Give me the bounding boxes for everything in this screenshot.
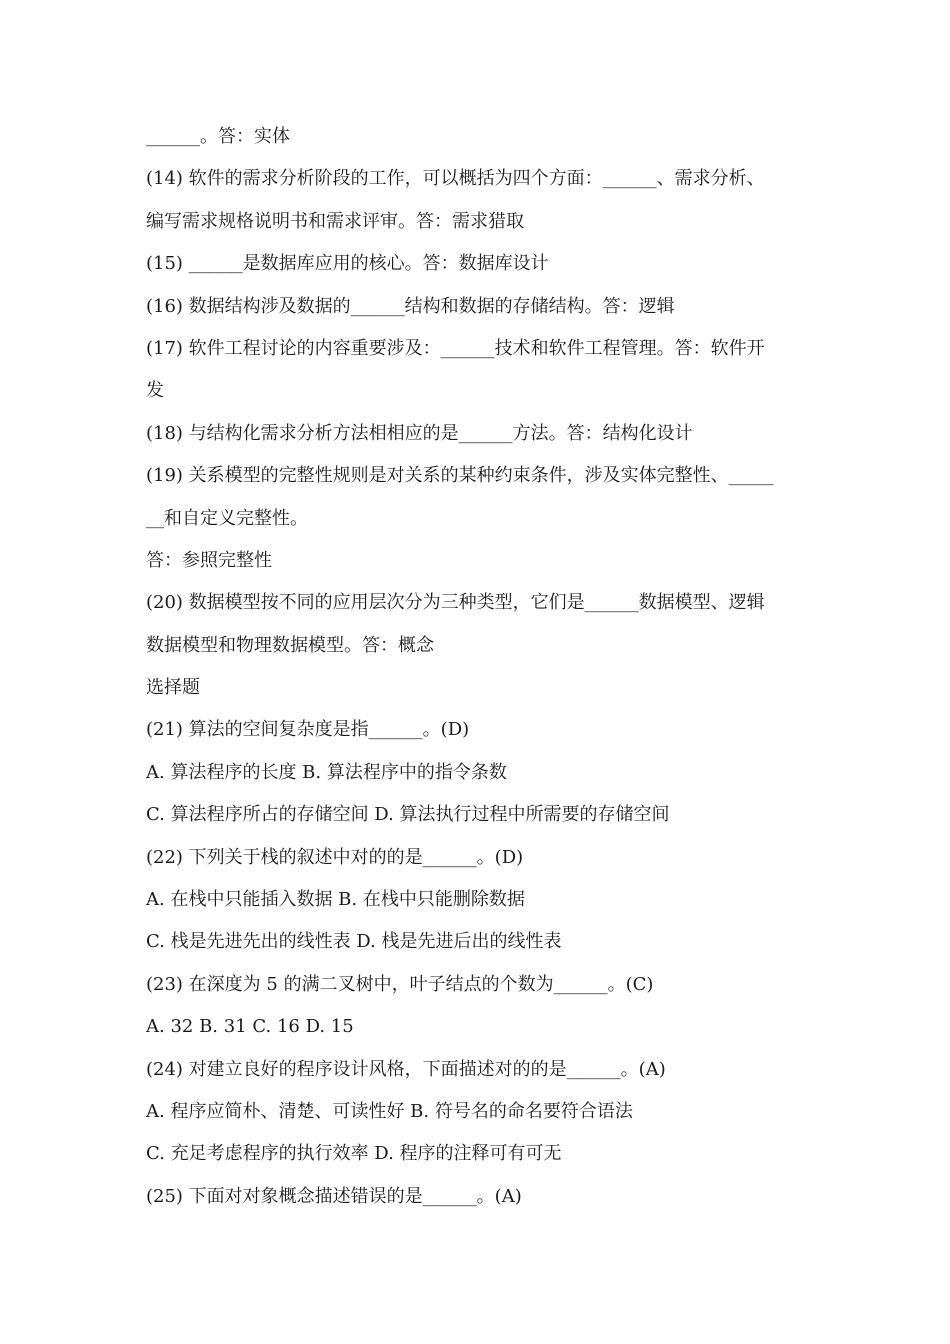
question-23-options: A. 32 B. 31 C. 16 D. 15 (146, 1016, 354, 1038)
text-line: ______。答：实体 (146, 126, 290, 147)
question-14-line-2: 编写需求规格说明书和需求评审。答：需求猎取 (146, 210, 524, 232)
section-heading: 选择题 (146, 677, 200, 699)
question-20-line-2: 数据模型和物理数据模型。答：概念 (146, 634, 434, 656)
question-21-options-ab: A. 算法程序的长度 B. 算法程序中的指令条数 (146, 761, 507, 783)
question-20-line-1: (20) 数据模型按不同的应用层次分为三种类型，它们是______数据模型、逻辑 (146, 592, 765, 614)
question-25: (25) 下面对对象概念描述错误的是______。(A) (146, 1185, 522, 1207)
question-19-line-1: (19) 关系模型的完整性规则是对关系的某种约束条件，涉及实体完整性、_____ (146, 465, 774, 487)
question-22-options-ab: A. 在栈中只能插入数据 B. 在栈中只能删除数据 (146, 889, 525, 911)
question-21: (21) 算法的空间复杂度是指______。(D) (146, 719, 470, 741)
question-17-line-2: 发 (146, 380, 164, 402)
question-19-answer: 答：参照完整性 (146, 549, 272, 571)
question-22-options-cd: C. 栈是先进先出的线性表 D. 栈是先进后出的线性表 (146, 931, 562, 953)
question-24-options-ab: A. 程序应简朴、清楚、可读性好 B. 符号名的命名要符合语法 (146, 1100, 633, 1122)
question-21-options-cd: C. 算法程序所占的存储空间 D. 算法执行过程中所需要的存储空间 (146, 804, 670, 826)
document-body (146, 116, 810, 1218)
question-19-line-2: __和自定义完整性。 (146, 507, 308, 529)
question-24: (24) 对建立良好的程序设计风格，下面描述对的的是______。(A) (146, 1058, 666, 1080)
question-16: (16) 数据结构涉及数据的______结构和数据的存储结构。答：逻辑 (146, 295, 675, 317)
question-24-options-cd: C. 充足考虑程序的执行效率 D. 程序的注释可有可无 (146, 1143, 562, 1165)
question-15: (15) ______是数据库应用的核心。答：数据库设计 (146, 253, 549, 275)
question-23: (23) 在深度为 5 的满二叉树中，叶子结点的个数为______。(C) (146, 973, 654, 995)
question-18: (18) 与结构化需求分析方法相相应的是______方法。答：结构化设计 (146, 422, 693, 444)
question-22: (22) 下列关于栈的叙述中对的的是______。(D) (146, 846, 524, 868)
question-17-line-1: (17) 软件工程讨论的内容重要涉及：______技术和软件工程管理。答：软件开 (146, 337, 765, 359)
question-14-line-1: (14) 软件的需求分析阶段的工作，可以概括为四个方面：______、需求分析、 (146, 168, 765, 190)
